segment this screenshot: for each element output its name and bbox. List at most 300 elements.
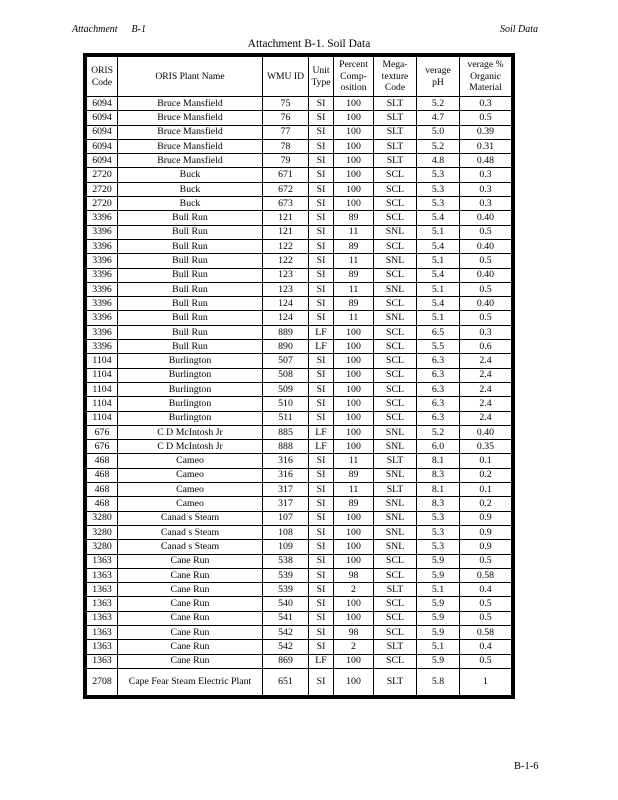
oris-code-cell: 6094 <box>87 125 118 139</box>
average-ph-cell: 5.1 <box>417 282 460 296</box>
average-ph-cell: 5.9 <box>417 625 460 639</box>
organic-material-cell: 0.4 <box>460 640 512 654</box>
plant-name-cell: Bull Run <box>118 340 263 354</box>
megatexture-code-cell: SLT <box>374 97 417 111</box>
unit-type-cell: SI <box>309 454 334 468</box>
table-row <box>87 282 512 296</box>
plant-name-cell: C D McIntosh Jr <box>118 440 263 454</box>
organic-material-cell: 0.9 <box>460 540 512 554</box>
wmu-id-cell: 121 <box>263 225 309 239</box>
page-title: Attachment B-1. Soil Data <box>247 38 371 50</box>
average-ph-cell: 5.3 <box>417 511 460 525</box>
unit-type-cell: SI <box>309 311 334 325</box>
organic-material-cell: 0.40 <box>460 297 512 311</box>
plant-name-cell: Bull Run <box>118 282 263 296</box>
average-ph-cell: 5.5 <box>417 340 460 354</box>
table-row <box>87 540 512 554</box>
table-row <box>87 497 512 511</box>
percent-composition-cell: 89 <box>334 297 374 311</box>
percent-composition-cell: 2 <box>334 583 374 597</box>
oris-code-cell: 3396 <box>87 325 118 339</box>
organic-material-cell: 2.4 <box>460 354 512 368</box>
table-row <box>87 625 512 639</box>
megatexture-code-cell: SCL <box>374 211 417 225</box>
oris-code-cell: 1363 <box>87 597 118 611</box>
header-line: Comp- <box>340 70 367 82</box>
oris-code-cell: 3280 <box>87 525 118 539</box>
organic-material-cell: 0.5 <box>460 282 512 296</box>
running-header-right: Soil Data <box>499 24 538 35</box>
megatexture-code-cell: SLT <box>374 125 417 139</box>
plant-name-cell: Buck <box>118 197 263 211</box>
plant-name-cell: Cane Run <box>118 654 263 668</box>
average-ph-cell: 5.9 <box>417 654 460 668</box>
wmu-id-cell: 317 <box>263 497 309 511</box>
organic-material-cell: 0.2 <box>460 497 512 511</box>
megatexture-code-cell: SCL <box>374 168 417 182</box>
header-line: Code <box>384 82 406 94</box>
plant-name-cell: Canad s Steam <box>118 525 263 539</box>
percent-composition-cell: 11 <box>334 225 374 239</box>
oris-code-cell: 1363 <box>87 568 118 582</box>
percent-composition-cell: 11 <box>334 254 374 268</box>
plant-name-cell: Cane Run <box>118 625 263 639</box>
oris-code-cell: 6094 <box>87 154 118 168</box>
megatexture-code-cell: SNL <box>374 440 417 454</box>
oris-code-cell: 1104 <box>87 354 118 368</box>
unit-type-cell: LF <box>309 440 334 454</box>
percent-composition-cell: 89 <box>334 211 374 225</box>
soil-data-table <box>86 56 512 696</box>
plant-name-cell: Cameo <box>118 468 263 482</box>
megatexture-code-cell: SLT <box>374 668 417 695</box>
table-row <box>87 668 512 695</box>
average-ph-cell: 5.3 <box>417 197 460 211</box>
table-row <box>87 382 512 396</box>
table-row <box>87 340 512 354</box>
oris-code-cell: 3396 <box>87 282 118 296</box>
oris-code-cell: 676 <box>87 440 118 454</box>
average-ph-cell: 5.1 <box>417 640 460 654</box>
percent-composition-cell: 100 <box>334 139 374 153</box>
unit-type-cell: SI <box>309 597 334 611</box>
unit-type-cell: SI <box>309 583 334 597</box>
organic-material-cell: 0.3 <box>460 197 512 211</box>
wmu-id-cell: 122 <box>263 254 309 268</box>
organic-material-cell: 0.1 <box>460 454 512 468</box>
megatexture-code-cell: SNL <box>374 468 417 482</box>
table-body <box>87 97 512 696</box>
oris-code-cell: 1104 <box>87 397 118 411</box>
plant-name-cell: Cane Run <box>118 611 263 625</box>
percent-composition-cell: 100 <box>334 168 374 182</box>
table-row <box>87 111 512 125</box>
average-ph-cell: 5.9 <box>417 611 460 625</box>
plant-name-cell: Burlington <box>118 368 263 382</box>
average-ph-cell: 5.3 <box>417 540 460 554</box>
unit-type-cell: SI <box>309 225 334 239</box>
soil-data-table-frame <box>83 53 515 699</box>
table-row <box>87 354 512 368</box>
organic-material-cell: 0.9 <box>460 525 512 539</box>
table-row <box>87 368 512 382</box>
plant-name-cell: Canad s Steam <box>118 540 263 554</box>
megatexture-code-cell: SCL <box>374 325 417 339</box>
megatexture-code-cell: SCL <box>374 239 417 253</box>
header-attachment-code: B-1 <box>131 24 146 35</box>
plant-name-cell: Burlington <box>118 397 263 411</box>
megatexture-code-cell: SCL <box>374 197 417 211</box>
average-ph-cell: 5.8 <box>417 668 460 695</box>
average-ph-cell: 5.3 <box>417 168 460 182</box>
plant-name-cell: Bruce Mansfield <box>118 111 263 125</box>
plant-name-cell: Buck <box>118 168 263 182</box>
wmu-id-cell: 540 <box>263 597 309 611</box>
unit-type-cell: LF <box>309 325 334 339</box>
wmu-id-cell: 651 <box>263 668 309 695</box>
unit-type-cell: SI <box>309 483 334 497</box>
wmu-id-cell: 672 <box>263 182 309 196</box>
oris-code-cell: 3396 <box>87 268 118 282</box>
wmu-id-cell: 539 <box>263 568 309 582</box>
plant-name-cell: Burlington <box>118 382 263 396</box>
oris-code-cell: 2720 <box>87 197 118 211</box>
megatexture-code-cell: SCL <box>374 568 417 582</box>
oris-code-cell: 1104 <box>87 411 118 425</box>
megatexture-code-cell: SCL <box>374 554 417 568</box>
megatexture-code-cell: SCL <box>374 297 417 311</box>
wmu-id-cell: 542 <box>263 625 309 639</box>
average-ph-cell: 6.3 <box>417 411 460 425</box>
plant-name-cell: Buck <box>118 182 263 196</box>
organic-material-cell: 0.5 <box>460 225 512 239</box>
megatexture-code-cell: SCL <box>374 382 417 396</box>
average-ph-cell: 5.3 <box>417 525 460 539</box>
percent-composition-cell: 100 <box>334 382 374 396</box>
wmu-id-cell: 316 <box>263 468 309 482</box>
oris-code-cell: 1363 <box>87 625 118 639</box>
plant-name-cell: Cane Run <box>118 583 263 597</box>
plant-name-cell: Bull Run <box>118 268 263 282</box>
organic-material-cell: 0.35 <box>460 440 512 454</box>
oris-code-cell: 2720 <box>87 182 118 196</box>
percent-composition-cell: 11 <box>334 454 374 468</box>
percent-composition-cell: 89 <box>334 268 374 282</box>
percent-composition-cell: 100 <box>334 154 374 168</box>
organic-material-cell: 0.3 <box>460 97 512 111</box>
average-ph-cell: 5.4 <box>417 297 460 311</box>
unit-type-cell: SI <box>309 540 334 554</box>
organic-material-cell: 0.5 <box>460 654 512 668</box>
unit-type-cell: SI <box>309 154 334 168</box>
organic-material-cell: 0.1 <box>460 483 512 497</box>
wmu-id-cell: 890 <box>263 340 309 354</box>
unit-type-cell: SI <box>309 168 334 182</box>
page-number: B-1-6 <box>514 761 539 772</box>
megatexture-code-cell: SCL <box>374 625 417 639</box>
organic-material-cell: 0.40 <box>460 211 512 225</box>
table-row <box>87 168 512 182</box>
percent-composition-cell: 11 <box>334 311 374 325</box>
table-row <box>87 468 512 482</box>
wmu-id-cell: 75 <box>263 97 309 111</box>
oris-code-cell: 1363 <box>87 654 118 668</box>
organic-material-cell: 0.40 <box>460 239 512 253</box>
wmu-id-cell: 888 <box>263 440 309 454</box>
megatexture-code-cell: SLT <box>374 640 417 654</box>
header-line: texture <box>381 70 409 82</box>
organic-material-cell: 0.3 <box>460 325 512 339</box>
oris-code-cell: 1363 <box>87 611 118 625</box>
wmu-id-cell: 316 <box>263 454 309 468</box>
table-row <box>87 97 512 111</box>
megatexture-code-cell: SLT <box>374 454 417 468</box>
header-line: Code <box>91 76 113 88</box>
average-ph-cell: 5.1 <box>417 583 460 597</box>
header-line: verage <box>425 64 451 76</box>
megatexture-code-cell: SCL <box>374 340 417 354</box>
table-row <box>87 182 512 196</box>
average-ph-cell: 5.9 <box>417 568 460 582</box>
average-ph-cell: 5.3 <box>417 182 460 196</box>
megatexture-code-cell: SLT <box>374 583 417 597</box>
table-row <box>87 239 512 253</box>
col-header-wmu-id <box>263 57 309 97</box>
unit-type-cell: SI <box>309 97 334 111</box>
megatexture-code-cell: SNL <box>374 254 417 268</box>
organic-material-cell: 0.39 <box>460 125 512 139</box>
header-line: Unit <box>312 64 330 76</box>
unit-type-cell: SI <box>309 511 334 525</box>
plant-name-cell: Cane Run <box>118 640 263 654</box>
organic-material-cell: 0.3 <box>460 168 512 182</box>
percent-composition-cell: 100 <box>334 440 374 454</box>
table-row <box>87 654 512 668</box>
megatexture-code-cell: SNL <box>374 540 417 554</box>
unit-type-cell: SI <box>309 125 334 139</box>
organic-material-cell: 0.9 <box>460 511 512 525</box>
percent-composition-cell: 100 <box>334 354 374 368</box>
unit-type-cell: SI <box>309 268 334 282</box>
percent-composition-cell: 98 <box>334 568 374 582</box>
unit-type-cell: SI <box>309 525 334 539</box>
plant-name-cell: Cane Run <box>118 568 263 582</box>
table-row <box>87 611 512 625</box>
percent-composition-cell: 100 <box>334 340 374 354</box>
header-line: Material <box>469 82 502 94</box>
plant-name-cell: Bruce Mansfield <box>118 139 263 153</box>
wmu-id-cell: 511 <box>263 411 309 425</box>
wmu-id-cell: 78 <box>263 139 309 153</box>
table-row <box>87 225 512 239</box>
percent-composition-cell: 89 <box>334 239 374 253</box>
organic-material-cell: 0.5 <box>460 597 512 611</box>
table-row <box>87 397 512 411</box>
percent-composition-cell: 100 <box>334 411 374 425</box>
average-ph-cell: 4.7 <box>417 111 460 125</box>
unit-type-cell: SI <box>309 282 334 296</box>
oris-code-cell: 3280 <box>87 540 118 554</box>
plant-name-cell: Bull Run <box>118 225 263 239</box>
unit-type-cell: SI <box>309 254 334 268</box>
wmu-id-cell: 671 <box>263 168 309 182</box>
unit-type-cell: SI <box>309 468 334 482</box>
oris-code-cell: 468 <box>87 497 118 511</box>
col-header-organic-material <box>460 57 512 97</box>
table-row <box>87 583 512 597</box>
plant-name-cell: Cane Run <box>118 597 263 611</box>
percent-composition-cell: 100 <box>334 197 374 211</box>
organic-material-cell: 0.6 <box>460 340 512 354</box>
header-line: WMU ID <box>266 70 305 82</box>
wmu-id-cell: 538 <box>263 554 309 568</box>
oris-code-cell: 3396 <box>87 297 118 311</box>
header-line: Organic <box>470 70 501 82</box>
oris-code-cell: 1363 <box>87 640 118 654</box>
unit-type-cell: SI <box>309 182 334 196</box>
oris-code-cell: 3396 <box>87 239 118 253</box>
wmu-id-cell: 124 <box>263 297 309 311</box>
table-row <box>87 254 512 268</box>
megatexture-code-cell: SNL <box>374 225 417 239</box>
wmu-id-cell: 889 <box>263 325 309 339</box>
megatexture-code-cell: SNL <box>374 511 417 525</box>
organic-material-cell: 2.4 <box>460 382 512 396</box>
header-line: osition <box>340 82 367 94</box>
oris-code-cell: 468 <box>87 468 118 482</box>
header-line: verage % <box>467 58 504 70</box>
wmu-id-cell: 885 <box>263 425 309 439</box>
unit-type-cell: SI <box>309 382 334 396</box>
table-row <box>87 139 512 153</box>
wmu-id-cell: 109 <box>263 540 309 554</box>
oris-code-cell: 6094 <box>87 139 118 153</box>
oris-code-cell: 3396 <box>87 311 118 325</box>
unit-type-cell: LF <box>309 425 334 439</box>
unit-type-cell: LF <box>309 340 334 354</box>
oris-code-cell: 1104 <box>87 382 118 396</box>
wmu-id-cell: 123 <box>263 282 309 296</box>
percent-composition-cell: 2 <box>334 640 374 654</box>
wmu-id-cell: 539 <box>263 583 309 597</box>
average-ph-cell: 5.2 <box>417 425 460 439</box>
percent-composition-cell: 100 <box>334 540 374 554</box>
average-ph-cell: 5.2 <box>417 97 460 111</box>
header-line: pH <box>432 76 444 88</box>
megatexture-code-cell: SNL <box>374 425 417 439</box>
plant-name-cell: Cameo <box>118 483 263 497</box>
average-ph-cell: 8.3 <box>417 468 460 482</box>
organic-material-cell: 0.5 <box>460 254 512 268</box>
plant-name-cell: Bull Run <box>118 297 263 311</box>
organic-material-cell: 0.5 <box>460 111 512 125</box>
plant-name-cell: Bull Run <box>118 311 263 325</box>
plant-name-cell: Bull Run <box>118 239 263 253</box>
col-header-plant-name <box>118 57 263 97</box>
plant-name-cell: Bull Run <box>118 254 263 268</box>
unit-type-cell: SI <box>309 239 334 253</box>
megatexture-code-cell: SCL <box>374 268 417 282</box>
table-row <box>87 454 512 468</box>
percent-composition-cell: 100 <box>334 597 374 611</box>
wmu-id-cell: 76 <box>263 111 309 125</box>
oris-code-cell: 6094 <box>87 111 118 125</box>
percent-composition-cell: 100 <box>334 668 374 695</box>
organic-material-cell: 0.40 <box>460 268 512 282</box>
table-row <box>87 425 512 439</box>
plant-name-cell: Cameo <box>118 454 263 468</box>
plant-name-cell: Bruce Mansfield <box>118 125 263 139</box>
average-ph-cell: 8.1 <box>417 454 460 468</box>
plant-name-cell: Cane Run <box>118 554 263 568</box>
oris-code-cell: 1363 <box>87 583 118 597</box>
unit-type-cell: SI <box>309 111 334 125</box>
organic-material-cell: 1 <box>460 668 512 695</box>
plant-name-cell: Cape Fear Steam Electric Plant <box>118 668 263 695</box>
table-row <box>87 325 512 339</box>
header-line: ORIS <box>91 64 113 76</box>
average-ph-cell: 6.3 <box>417 368 460 382</box>
megatexture-code-cell: SCL <box>374 611 417 625</box>
organic-material-cell: 0.2 <box>460 468 512 482</box>
percent-composition-cell: 100 <box>334 525 374 539</box>
percent-composition-cell: 100 <box>334 368 374 382</box>
table-row <box>87 197 512 211</box>
organic-material-cell: 2.4 <box>460 397 512 411</box>
table-row <box>87 568 512 582</box>
megatexture-code-cell: SCL <box>374 397 417 411</box>
plant-name-cell: Bull Run <box>118 211 263 225</box>
table-row <box>87 411 512 425</box>
average-ph-cell: 5.4 <box>417 211 460 225</box>
table-row <box>87 125 512 139</box>
col-header-unit-type <box>309 57 334 97</box>
percent-composition-cell: 100 <box>334 611 374 625</box>
plant-name-cell: Bruce Mansfield <box>118 97 263 111</box>
average-ph-cell: 5.9 <box>417 597 460 611</box>
average-ph-cell: 5.1 <box>417 311 460 325</box>
col-header-percent-composition <box>334 57 374 97</box>
oris-code-cell: 2708 <box>87 668 118 695</box>
table-row <box>87 268 512 282</box>
oris-code-cell: 1104 <box>87 368 118 382</box>
oris-code-cell: 468 <box>87 454 118 468</box>
header-attachment-label: Attachment <box>72 24 118 35</box>
wmu-id-cell: 107 <box>263 511 309 525</box>
average-ph-cell: 4.8 <box>417 154 460 168</box>
wmu-id-cell: 123 <box>263 268 309 282</box>
wmu-id-cell: 79 <box>263 154 309 168</box>
oris-code-cell: 676 <box>87 425 118 439</box>
average-ph-cell: 5.1 <box>417 254 460 268</box>
percent-composition-cell: 89 <box>334 468 374 482</box>
organic-material-cell: 0.5 <box>460 611 512 625</box>
table-row <box>87 640 512 654</box>
plant-name-cell: Canad s Steam <box>118 511 263 525</box>
oris-code-cell: 2720 <box>87 168 118 182</box>
unit-type-cell: SI <box>309 625 334 639</box>
unit-type-cell: LF <box>309 654 334 668</box>
unit-type-cell: SI <box>309 497 334 511</box>
average-ph-cell: 6.5 <box>417 325 460 339</box>
megatexture-code-cell: SCL <box>374 354 417 368</box>
percent-composition-cell: 100 <box>334 425 374 439</box>
organic-material-cell: 2.4 <box>460 411 512 425</box>
wmu-id-cell: 77 <box>263 125 309 139</box>
col-header-megatexture-code <box>374 57 417 97</box>
wmu-id-cell: 108 <box>263 525 309 539</box>
running-header-left <box>72 24 146 35</box>
